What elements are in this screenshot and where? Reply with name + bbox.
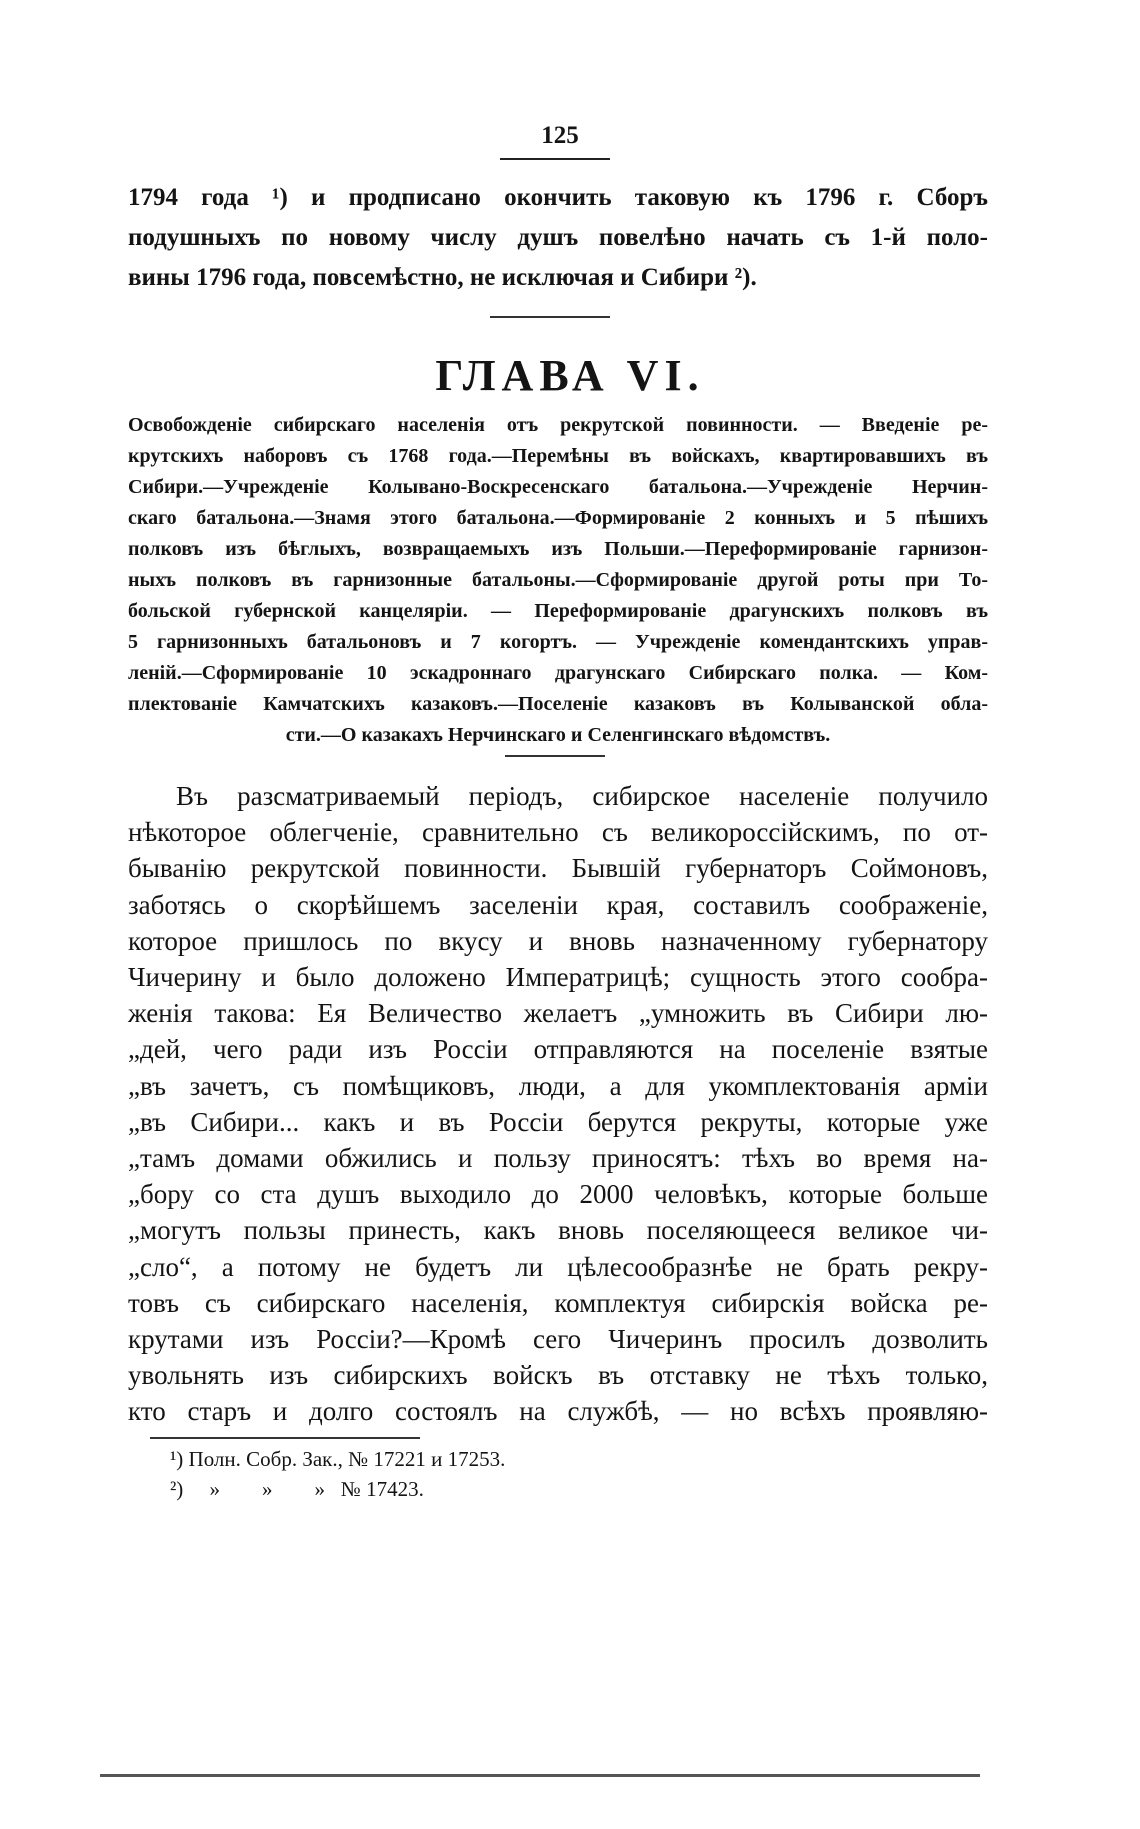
footnote-2: ²) » » » № 17423. xyxy=(170,1477,424,1501)
body-line: кто старъ и долго состоялъ на службѣ, — но всѣхъ проявляю- xyxy=(128,1396,988,1427)
intro-line: вины 1796 года, повсемѣстно, не исключая и Сибири ²). xyxy=(128,264,757,291)
intro-line: 1794 года ¹) и продписано окончить таковую къ 1796 г. Сборъ xyxy=(128,184,988,211)
page-number-rule xyxy=(500,158,610,160)
summary-line: ныхъ полковъ въ гарнизонные батальоны.—Сформированіе другой роты при То- xyxy=(128,569,988,591)
body-line: заботясь о скорѣйшемъ заселеніи края, составилъ соображеніе, xyxy=(128,889,988,920)
body-line: Чичерину и было доложено Императрицѣ; сущность этого сообра- xyxy=(128,962,988,993)
body-line: крутами изъ Россіи?—Кромѣ сего Чичеринъ просилъ дозволить xyxy=(128,1324,988,1355)
summary-line: полковъ изъ бѣглыхъ, возвращаемыхъ изъ Польши.—Переформированіе гарнизон- xyxy=(128,538,988,560)
chapter-summary xyxy=(128,410,988,751)
body-line: „въ Сибири... какъ и въ Россіи берутся рекруты, которые уже xyxy=(128,1106,988,1137)
summary-divider xyxy=(505,755,605,757)
summary-line: сти.—О казакахъ Нерчинскаго и Селенгинскаго вѣдомствъ. xyxy=(285,724,831,746)
summary-line: плектованіе Камчатскихъ казаковъ.—Поселеніе казаковъ въ Колыванской обла- xyxy=(128,693,988,715)
body-line: „въ зачетъ, съ помѣщиковъ, люди, а для укомплектованія арміи xyxy=(128,1070,988,1101)
page-number: 125 xyxy=(541,122,579,149)
summary-line: 5 гарнизонныхъ батальоновъ и 7 когортъ. — Учрежденіе комендантскихъ управ- xyxy=(128,631,988,653)
body-line: увольнять изъ сибирскихъ войскъ въ отставку не тѣхъ только, xyxy=(128,1360,988,1391)
footnotes xyxy=(170,1444,670,1504)
footnote-rule xyxy=(150,1437,420,1439)
body-line: „тамъ домами обжились и пользу приносятъ: тѣхъ во время на- xyxy=(128,1143,988,1174)
summary-line: Сибири.—Учрежденіе Колывано-Воскресенскаго батальона.—Учрежденіе Нерчин- xyxy=(128,476,988,498)
body-line: „дей, чего ради изъ Россіи отправляются на поселеніе взятые xyxy=(128,1034,988,1065)
summary-line: крутскихъ наборовъ съ 1768 года.—Перемѣны въ войскахъ, квартировавшихъ въ xyxy=(128,445,988,467)
summary-line: больской губернской канцеляріи. — Переформированіе драгунскихъ полковъ въ xyxy=(128,600,988,622)
body-line: которое пришлось по вкусу и вновь назначенному губернатору xyxy=(128,925,988,956)
body-line: нѣкоторое облегченіе, сравнительно съ великороссійскимъ, по от- xyxy=(128,817,988,848)
body-line: быванію рекрутской повинности. Бывшій губернаторъ Соймоновъ, xyxy=(128,853,988,884)
summary-line: скаго батальона.—Знамя этого батальона.—Формированіе 2 конныхъ и 5 пѣшихъ xyxy=(128,507,988,529)
summary-line: леній.—Сформированіе 10 эскадроннаго драгунскаго Сибирскаго полка. — Ком- xyxy=(128,662,988,684)
section-divider xyxy=(490,316,610,318)
footnote-1: ¹) Полн. Собр. Зак., № 17221 и 17253. xyxy=(170,1447,506,1471)
chapter-title: ГЛАВА VI. xyxy=(435,351,705,400)
intro-line: подушныхъ по новому числу душъ повелѣно начать съ 1-й поло- xyxy=(128,224,988,251)
page-bottom-edge xyxy=(100,1774,980,1777)
body-line: Въ разсматриваемый періодъ, сибирское населеніе получило xyxy=(176,781,988,811)
summary-line: Освобожденіе сибирскаго населенія отъ рекрутской повинности. — Введеніе ре- xyxy=(128,414,988,436)
body-paragraph xyxy=(128,778,988,1430)
body-line: товъ съ сибирскаго населенія, комплектуя сибирскія войска ре- xyxy=(128,1287,988,1318)
body-line: женія такова: Ея Величество желаетъ „умножить въ Сибири лю- xyxy=(128,998,988,1029)
body-line: „могутъ пользы принесть, какъ вновь поселяющееся великое чи- xyxy=(128,1215,988,1246)
body-line: „бору со ста душъ выходило до 2000 человѣкъ, которые больше xyxy=(128,1179,988,1210)
body-line: „сло“, а потому не будетъ ли цѣлесообразнѣе не брать рекру- xyxy=(128,1251,988,1282)
intro-paragraph xyxy=(128,178,988,298)
